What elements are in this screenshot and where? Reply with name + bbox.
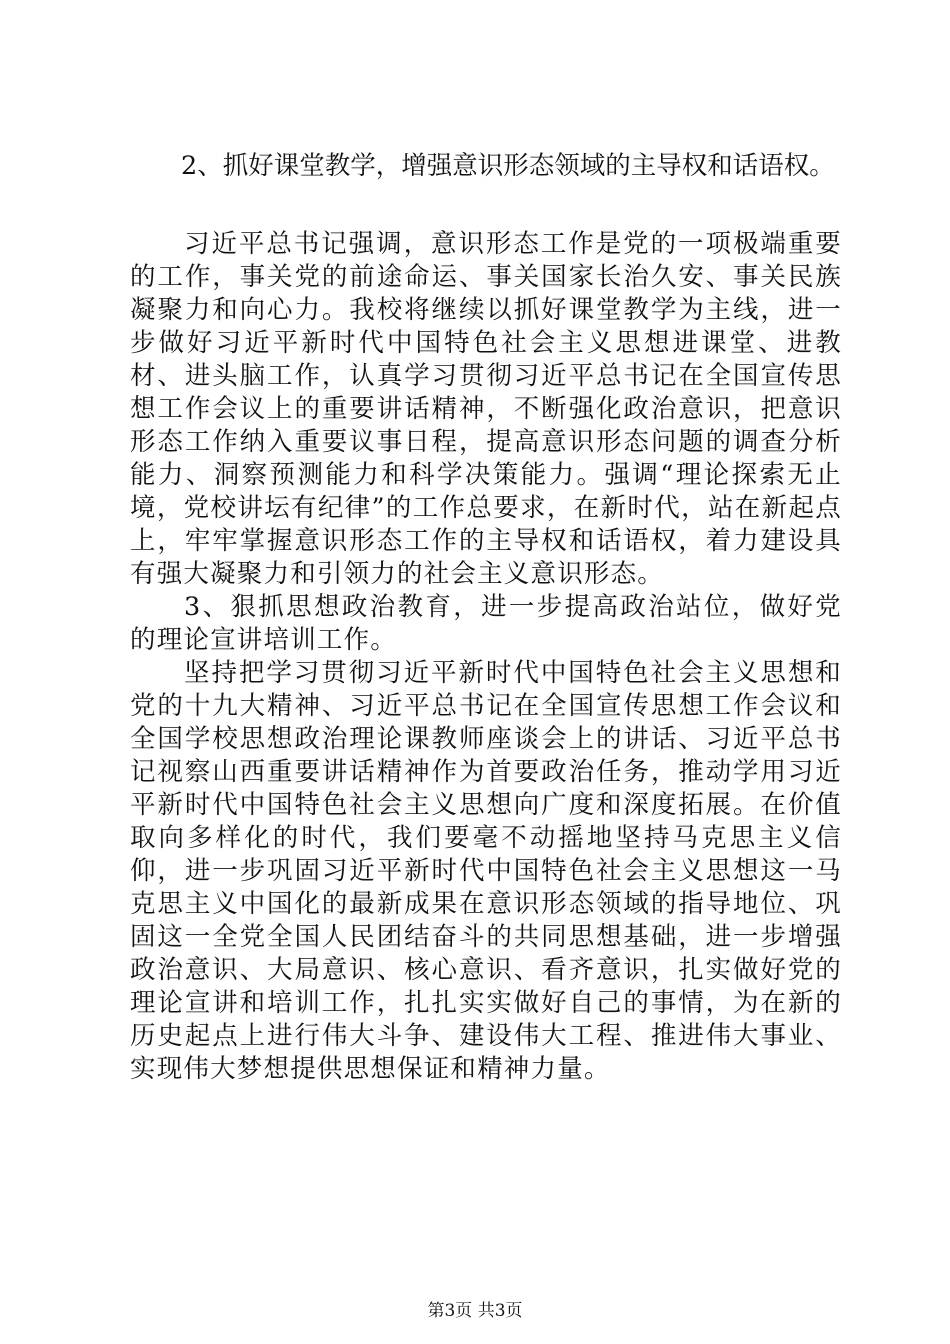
paragraph: 坚持把学习贯彻习近平新时代中国特色社会主义思想和党的十九大精神、习近平总书记在全国宣传思想工作会议和全国学校思想政治理论课教师座谈会上的讲话、习近平总书记视察山西重要讲话精神作为首要政治任务，推动学用习近平新时代中国特色社会主义思想向广度和深度拓展。在价值取向多样化的时代，我们要毫不动摇地坚持马克思主义信仰，进一步巩固习近平新时代中国特色社会主义思想这一马克思主义中国化的最新成果在意识形态领域的指导地位、巩固这一全党全国人民团结奋斗的共同思想基础，进一步增强政治意识、大局意识、核心意识、看齐意识，扎实做好党的理论宣讲和培训工作，扎扎实实做好自己的事情，为在新的历史起点上进行伟大斗争、建设伟大工程、推进伟大事业、实现伟大梦想提供思想保证和精神力量。: [130, 658, 842, 1084]
page-footer: 第3页 共3页: [427, 1301, 523, 1321]
section-heading: 2、抓好课堂教学，增强意识形态领域的主导权和话语权。: [181, 151, 835, 181]
paragraph: 习近平总书记强调，意识形态工作是党的一项极端重要的工作，事关党的前途命运、事关国家长治久安、事关民族凝聚力和向心力。我校将继续以抓好课堂教学为主线，进一步做好习近平新时代中国特色社会主义思想进课堂、进教材、进头脑工作，认真学习贯彻习近平总书记在全国宣传思想工作会议上的重要讲话精神，不断强化政治意识，把意识形态工作纳入重要议事日程，提高意识形态问题的调查分析能力、洞察预测能力和科学决策能力。强调“理论探索无止境，党校讲坛有纪律”的工作总要求，在新时代，站在新起点上，牢牢掌握意识形态工作的主导权和话语权，着力建设具有强大凝聚力和引领力的社会主义意识形态。: [130, 229, 842, 589]
paragraph: 3、狠抓思想政治教育，进一步提高政治站位，做好党的理论宣讲培训工作。: [130, 592, 842, 655]
document-body: [130, 228, 842, 1086]
